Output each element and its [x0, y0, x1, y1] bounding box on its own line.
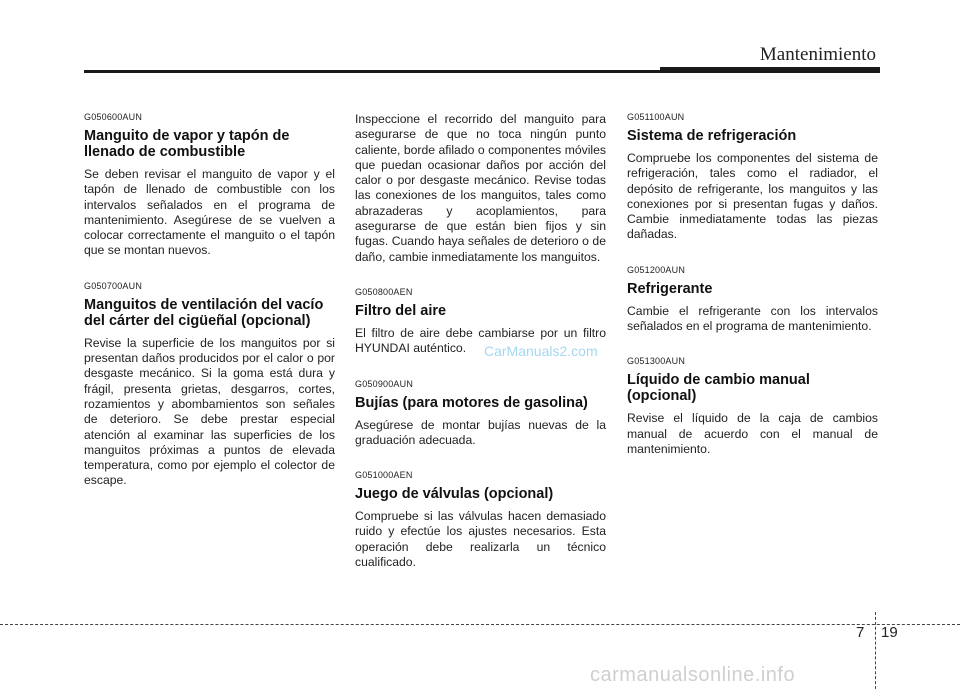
footer-divider [875, 612, 876, 689]
section-paragraph: El filtro de aire debe cambiarse por un filtro HYUNDAI auténtico. [355, 325, 606, 356]
section-code: G051200AUN [627, 264, 686, 275]
manual-section [355, 470, 606, 570]
manual-section [627, 112, 878, 243]
section-title: Manguitos de ventilación del vacío del cárter del cigüeñal (opcional) [84, 296, 324, 329]
section-code: G051000AEN [355, 470, 413, 481]
page-header-title: Mantenimiento [759, 44, 876, 65]
section-title: Juego de válvulas (opcional) [355, 486, 554, 503]
section-title: Sistema de refrigeración [627, 128, 797, 144]
column-1 [84, 112, 335, 511]
section-paragraph: Compruebe los componentes del sistema de refrigeración, tales como el radiador, el depósito de refrigerante, los manguitos y las conexiones por si presentan fugas y daños. Cambie inmediatamente todas las piezas dañadas. [627, 151, 878, 242]
site-watermark: carmanualsonline.info [590, 664, 796, 686]
section-paragraph: Inspeccione el recorrido del manguito para asegurarse de que no toca ningún punto caliente, borde afilado o componentes móviles que puedan ocasionar daños por acción del calor o por desgaste mecánico. Revise todas las conexiones de los manguitos, tales como abrazaderas y acoplamientos, para asegurarse de que están bien fijos y sin fugas. Cuando haya señales de deterioro o de daño, cambie inmediatamente los manguitos. [355, 112, 606, 264]
section-code: G050900AUN [355, 378, 414, 389]
section-paragraph: Se deben revisar el manguito de vapor y el tapón de llenado de combustible con los intervalos señalados en el programa de mantenimiento. Asegúrese de se vuelven a colocar correctamente el manguito o el tapón que se montan nuevos. [84, 167, 335, 258]
column-3 [627, 112, 878, 479]
manual-section [84, 112, 335, 259]
chapter-number: 7 [856, 624, 865, 641]
section-code: G050600AUN [84, 112, 143, 122]
manual-section [84, 281, 335, 489]
page-number: 19 [881, 624, 898, 641]
section-paragraph: Asegúrese de montar bujías nuevas de la graduación adecuada. [355, 417, 606, 447]
section-paragraph: Revise la superficie de los manguitos por si presentan daños producidos por el calor o por desgaste mecánico. Si la goma está dura y frágil, presenta grietas, desgarros, cortes, rozamientos y abombamientos son señales de deterioro. Se debe prestar especial atención al examinar las superficies de los manguitos próximas a puntos de elevada temperatura, como por ejemplo el colector de escape. [84, 335, 335, 488]
section-title: Líquido de cambio manual (opcional) [627, 372, 810, 405]
section-code: G051100AUN [627, 112, 685, 122]
footer-rule [0, 624, 960, 625]
section-paragraph: Revise el líquido de la caja de cambios manual de acuerdo con el manual de mantenimiento. [627, 411, 878, 456]
manual-section [355, 379, 606, 449]
section-title: Manguito de vapor y tapón de llenado de combustible [84, 128, 290, 160]
header-rule-accent [660, 67, 880, 73]
section-title: Refrigerante [627, 280, 713, 297]
section-paragraph: Compruebe si las válvulas hacen demasiado ruido y efectúe los ajustes necesarios. Esta operación debe realizarla un técnico cualificado. [355, 509, 606, 570]
manual-section [627, 356, 878, 457]
section-code: G050700AUN [84, 280, 143, 291]
section-paragraph: Cambie el refrigerante con los intervalos señalados en el programa de mantenimiento. [627, 303, 878, 334]
section-code: G051300AUN [627, 356, 686, 367]
section-code: G050800AEN [355, 286, 413, 297]
manual-section [627, 265, 878, 335]
section-title: Filtro del aire [355, 302, 447, 319]
manual-section [355, 112, 606, 265]
watermark: CarManuals2.com [484, 343, 598, 359]
section-title: Bujías (para motores de gasolina) [355, 394, 588, 411]
